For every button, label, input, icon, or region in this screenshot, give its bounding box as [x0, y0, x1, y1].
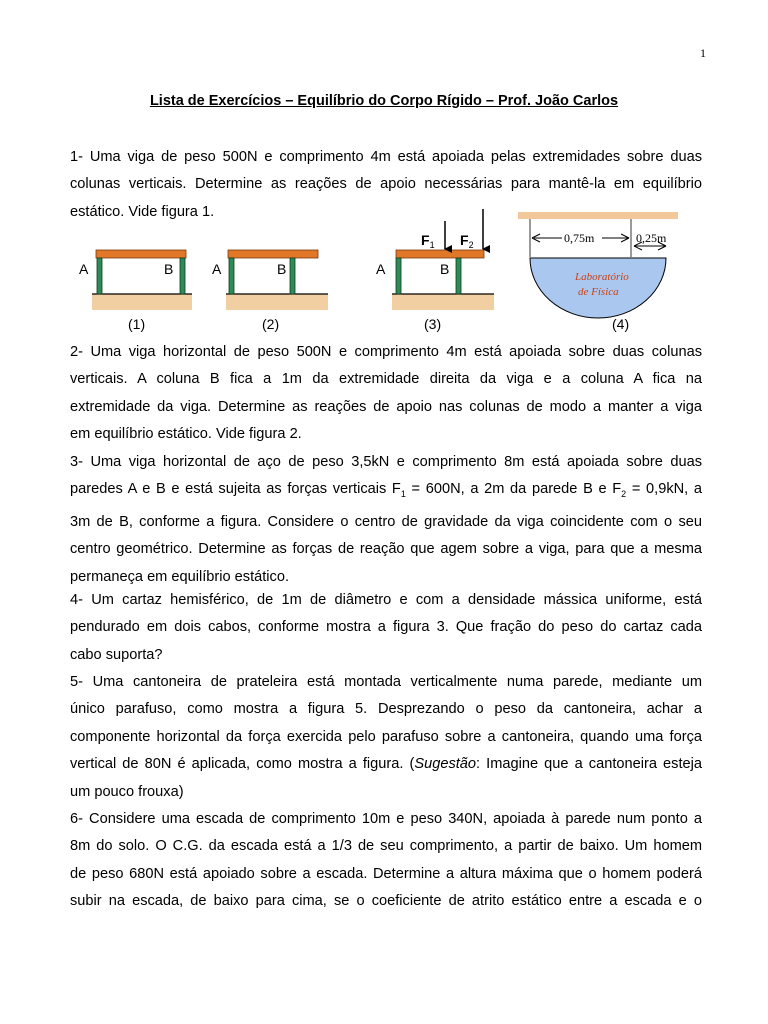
question-4: [70, 587, 702, 669]
label-b-3: B: [440, 261, 450, 277]
column-a-2: [229, 258, 234, 294]
question-3-line-5: permaneça em equilíbrio estático.: [70, 568, 290, 585]
question-3-line-3: 3m de B, conforme a figura. Considere o centro de gravidade da viga coincidente com o seu: [70, 513, 702, 530]
column-b-2: [290, 258, 295, 294]
sign-text-line-1: Laboratório: [575, 271, 629, 283]
force-1-label: $F_1$: [421, 232, 435, 250]
force-2-label: $F_2$: [460, 232, 474, 250]
ground-1: [92, 294, 192, 310]
dimension-075: 0,75m: [564, 231, 595, 245]
ground-2: [226, 294, 328, 310]
ceiling: [518, 212, 678, 219]
question-2-line-2: verticais. A coluna B fica a 1m da extremidade direita da viga e a coluna A fica na: [70, 371, 702, 388]
question-4-line-3: cabo suporta?: [70, 646, 163, 663]
figures-row: [60, 205, 700, 335]
beam-2: [228, 250, 318, 258]
question-2-line-1: 2- Uma viga horizontal de peso 500N e comprimento 4m está apoiada sobre duas colunas: [70, 344, 702, 360]
question-1-line-3: estático. Vide figura 1.: [70, 203, 215, 220]
figure-4: [518, 212, 678, 332]
page-title: Lista de Exercícios – Equilíbrio do Corpo Rígido – Prof. João Carlos: [149, 93, 619, 109]
figure-2: [212, 250, 328, 332]
ground-3: [392, 294, 494, 310]
question-3-line-2: paredes A e B e está sujeita as forças verticais $F_1 = 600N$, a 2m da parede B e $F_2 = 0,9kN$, a: [70, 481, 703, 500]
question-5-line-4: vertical de 80N é aplicada, como mostra a figura. (Sugestão: Imagine que a cantoneira esteja: [70, 756, 702, 773]
question-6-line-4: subir na escada, de baixo para cima, se o coeficiente de atrito estático entre a escada e o: [70, 893, 702, 910]
figures-svg: [60, 205, 700, 335]
question-2: [70, 339, 702, 449]
question-1-line-1: 1- Uma viga de peso 500N e comprimento 4m está apoiada pelas extremidades sobre duas: [70, 149, 702, 165]
label-a-1: A: [79, 261, 89, 277]
question-1-line-2: colunas verticais. Determine as reações de apoio necessárias para mantê-la em equilíbrio: [70, 176, 702, 193]
question-5: [70, 669, 702, 806]
question-2-line-4: em equilíbrio estático. Vide figura 2.: [70, 426, 302, 443]
caption-4: (4): [612, 316, 630, 332]
figure-1: [79, 250, 192, 332]
question-5-line-3: componente horizontal da força exercida pelo parafuso sobre a cantoneira, quando uma força: [70, 728, 702, 745]
question-4-line-2: pendurado em dois cabos, conforme mostra a figura 3. Que fração do peso do cartaz cada: [70, 619, 702, 636]
column-a-3: [396, 258, 401, 294]
label-b-1: B: [164, 261, 174, 277]
question-3-line-4: centro geométrico. Determine as forças de reação que agem sobre a viga, para que a mesma: [70, 541, 702, 558]
force-1-subscript: 1: [429, 240, 435, 250]
beam-1: [96, 250, 186, 258]
question-5-line-2: único parafuso, como mostra a figura 5. Desprezando o peso da cantoneira, achar a: [70, 701, 702, 718]
question-5-line-5: um pouco frouxa): [70, 783, 184, 800]
question-5-line-1: 5- Uma cantoneira de prateleira está montada verticalmente numa parede, mediante um: [70, 674, 702, 690]
caption-1: (1): [128, 316, 146, 332]
column-b-1: [180, 258, 185, 294]
question-2-line-3: extremidade da viga. Determine as reações de apoio nas colunas de modo a manter a viga: [70, 398, 702, 415]
question-6-line-3: de peso 680N está apoiado sobre a escada. Determine a altura máxima que o homem poderá: [70, 865, 702, 882]
sign-text-line-2: de Física: [578, 286, 619, 298]
question-3-line-1: 3- Uma viga horizontal de aço de peso 3,5kN e comprimento 8m está apoiada sobre duas: [70, 454, 702, 470]
force-2-subscript: 2: [468, 240, 474, 250]
column-a-1: [97, 258, 102, 294]
question-6: [70, 806, 702, 916]
page-number: 1: [700, 46, 706, 60]
suggestion-italic: Sugestão: [414, 756, 477, 773]
beam-3: [396, 250, 484, 258]
caption-3: (3): [424, 316, 442, 332]
figure-3: [376, 209, 494, 332]
label-a-3: A: [376, 261, 386, 277]
label-b-2: B: [277, 261, 287, 277]
column-b-3: [456, 258, 461, 294]
question-6-line-1: 6- Considere uma escada de comprimento 10m e peso 340N, apoiada à parede num ponto a: [70, 811, 702, 827]
question-4-line-1: 4- Um cartaz hemisférico, de 1m de diâmetro e com a densidade mássica uniforme, está: [70, 592, 702, 608]
caption-2: (2): [262, 316, 280, 332]
label-a-2: A: [212, 261, 222, 277]
question-3: [70, 449, 702, 591]
dimension-025: 0,25m: [636, 231, 667, 245]
question-6-line-2: 8m do solo. O C.G. da escada está a 1/3 de seu comprimento, a partir de baixo. Um homem: [70, 838, 702, 855]
